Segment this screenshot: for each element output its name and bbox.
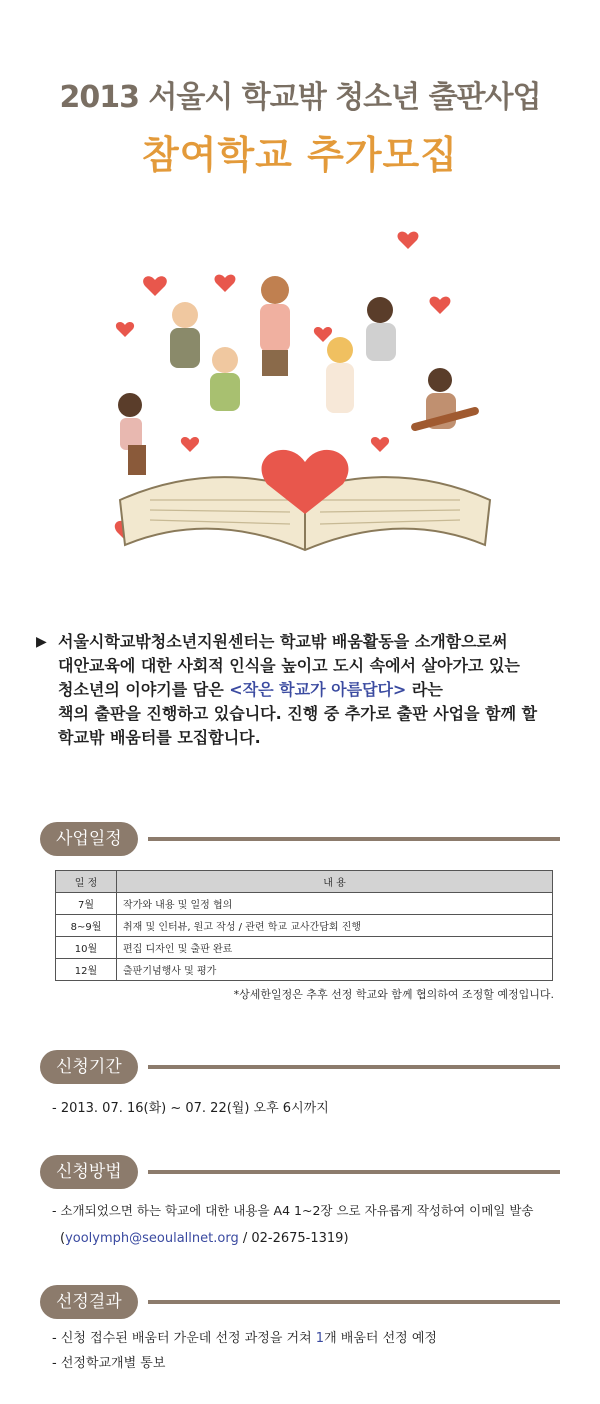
section-title: 사업일정 xyxy=(40,822,138,856)
heart-icon xyxy=(430,297,451,314)
table-cell-content: 작가와 내용 및 일정 협의 xyxy=(117,893,553,915)
children-figures xyxy=(118,276,480,475)
table-row xyxy=(56,959,553,981)
section-divider xyxy=(148,1300,560,1304)
book-title: <작은 학교가 아름답다> xyxy=(229,680,407,699)
section-header-result xyxy=(40,1285,560,1319)
heart-icon xyxy=(215,275,236,292)
table-cell-content: 편집 디자인 및 출판 완료 xyxy=(117,937,553,959)
table-row xyxy=(56,893,553,915)
table-header-row xyxy=(56,871,553,893)
table-row xyxy=(56,937,553,959)
email-link[interactable]: yoolymph@seoulallnet.org xyxy=(65,1231,239,1246)
section-header-schedule xyxy=(40,822,560,856)
intro-paragraph xyxy=(36,630,586,750)
section-divider xyxy=(148,1065,560,1069)
section-header-period xyxy=(40,1050,560,1084)
heart-icon xyxy=(143,276,167,296)
children-book-illustration xyxy=(90,200,520,580)
section-divider xyxy=(148,837,560,841)
heart-icon xyxy=(314,327,332,342)
table-cell-date: 7월 xyxy=(56,893,117,915)
intro-line: 대안교육에 대한 사회적 인식을 높이고 도시 속에서 살아가고 있는 xyxy=(58,656,520,675)
heart-icon xyxy=(181,437,199,452)
table-cell-date: 12월 xyxy=(56,959,117,981)
section-title: 신청방법 xyxy=(40,1155,138,1189)
intro-line: 서울시학교밖청소년지원센터는 학교밖 배움활동을 소개함으로써 xyxy=(58,632,508,651)
section-title: 신청기간 xyxy=(40,1050,138,1084)
table-cell-content: 출판기념행사 및 평가 xyxy=(117,959,553,981)
table-row xyxy=(56,915,553,937)
heart-icon xyxy=(398,232,419,249)
schedule-footnote: *상세한일정은 추후 선정 학교와 함께 협의하여 조정할 예정입니다. xyxy=(233,988,554,1001)
section-divider xyxy=(148,1170,560,1174)
intro-line: 학교밖 배움터를 모집합니다. xyxy=(58,728,261,747)
table-cell-date: 10월 xyxy=(56,937,117,959)
section-header-method xyxy=(40,1155,560,1189)
intro-line: 책의 출판을 진행하고 있습니다. 진행 중 추가로 출판 사업을 함께 할 xyxy=(58,704,538,723)
main-title: 2013 서울시 학교밖 청소년 출판사업 xyxy=(59,80,541,115)
method-contact: (yoolymph@seoulallnet.org / 02-2675-1319) xyxy=(60,1231,349,1246)
intro-line: 청소년의 이야기를 담은 <작은 학교가 아름답다> 라는 xyxy=(58,680,443,699)
result-count: 1 xyxy=(315,1331,325,1346)
section-title: 선정결과 xyxy=(40,1285,138,1319)
method-text: - 소개되었으면 하는 학교에 대한 내용을 A4 1~2장 으로 자유롭게 작성하여 이메일 발송 xyxy=(52,1203,534,1218)
table-cell-content: 취재 및 인터뷰, 원고 작성 / 관련 학교 교사간담회 진행 xyxy=(117,915,553,937)
heart-icon xyxy=(116,322,134,337)
heart-icon xyxy=(371,437,389,452)
result-line: - 선정학교개별 통보 xyxy=(52,1356,166,1371)
column-header-content: 내 용 xyxy=(117,871,553,893)
period-text: - 2013. 07. 16(화) ~ 07. 22(월) 오후 6시까지 xyxy=(52,1101,329,1116)
arrow-right-icon: ▶ xyxy=(36,634,47,650)
schedule-table xyxy=(55,870,553,981)
column-header-date: 일 정 xyxy=(56,871,117,893)
result-line: - 신청 접수된 배움터 가운데 선정 과정을 거쳐 1개 배움터 선정 예정 xyxy=(52,1331,437,1346)
table-cell-date: 8~9월 xyxy=(56,915,117,937)
main-subtitle: 참여학교 추가모집 xyxy=(142,133,458,177)
